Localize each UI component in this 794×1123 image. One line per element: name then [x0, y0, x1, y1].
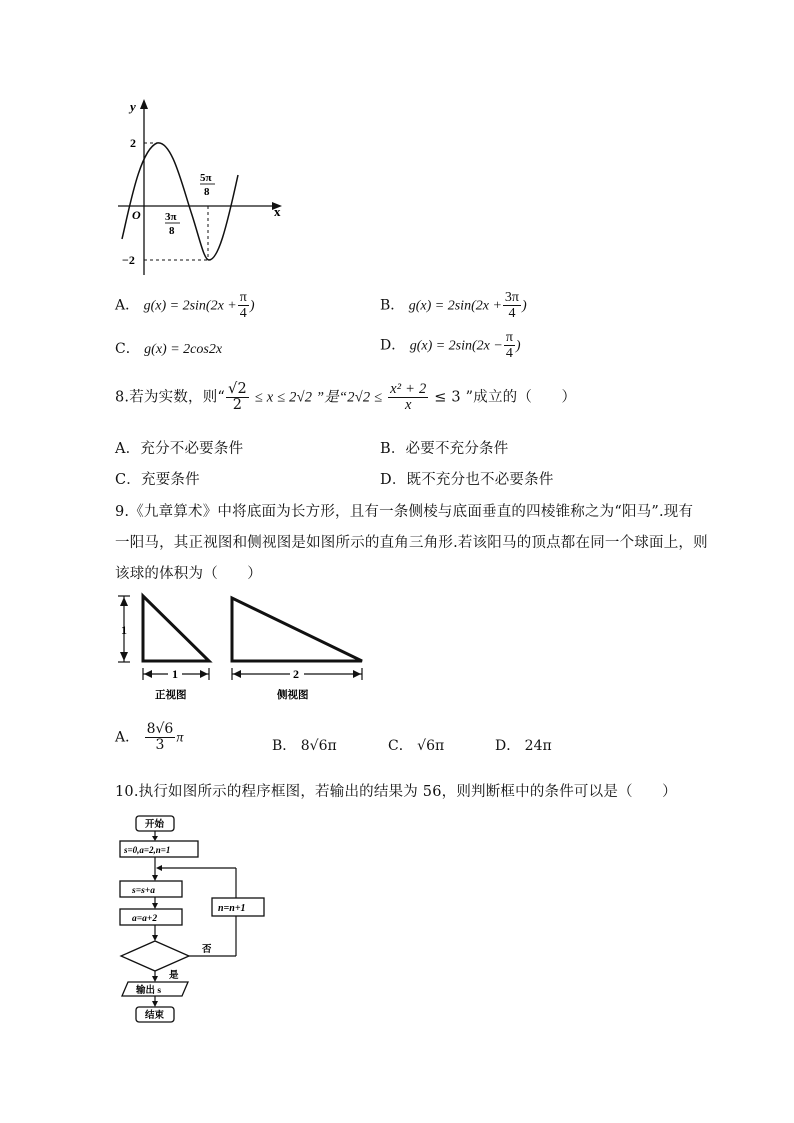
y-tick-neg2: −2: [122, 253, 135, 267]
height-arrow-top: [120, 597, 128, 606]
y-axis-arrow: [140, 99, 148, 109]
q9-line-3: 该球的体积为（ ）: [115, 566, 262, 582]
y-tick-2: 2: [130, 136, 136, 150]
flow-decision-diamond: [121, 941, 189, 971]
side-dim-arrow-right: [353, 670, 361, 678]
height-arrow-bottom: [120, 652, 128, 661]
side-width-label: 2: [293, 667, 299, 681]
x-tick-3pi8-den: 8: [169, 225, 175, 237]
q9-option-a: A． $\frac{8√6}{3}$ π: [115, 721, 184, 753]
flow-inc-label: n=n+1: [218, 903, 246, 914]
flow-start-label: 开始: [145, 820, 165, 830]
x-axis-label: x: [274, 204, 281, 219]
flowchart: [112, 808, 282, 1030]
q7-option-b: B． g(x) = 2sin(2x + $\frac{3\pi}{4}$ ): [380, 290, 527, 321]
y-axis-label: y: [130, 99, 136, 114]
front-dim-arrow-left: [144, 670, 152, 678]
flow-no-label: 否: [202, 945, 212, 955]
flow-yes-label: 是: [169, 971, 179, 981]
q8-option-c: C．充要条件: [115, 472, 200, 488]
height-label: 1: [121, 623, 127, 637]
side-view-caption: 侧视图: [277, 689, 309, 701]
side-view-triangle: [232, 598, 362, 661]
front-width-label: 1: [172, 667, 178, 681]
side-dim-arrow-left: [233, 670, 241, 678]
three-view-figure: [110, 588, 370, 706]
q8-option-a: A．充分不必要条件: [115, 441, 244, 457]
flow-step2-label: a=a+2: [132, 914, 158, 924]
x-tick-5pi8-den: 8: [204, 186, 210, 198]
front-view-triangle: [143, 596, 209, 661]
flow-init-label: s=0,a=2,n=1: [124, 845, 171, 855]
q7-option-d: D． g(x) = 2sin(2x − $\frac{\pi}{4}$ ): [380, 330, 521, 361]
x-tick-3pi8-num: 3π: [165, 211, 177, 223]
q7-option-c: C． g(x) = 2cos2x: [115, 341, 223, 357]
q10-stem: 10.执行如图所示的程序框图，若输出的结果为 56，则判断框中的条件可以是（ ）: [115, 784, 677, 800]
flow-end-label: 结束: [145, 1011, 165, 1021]
q9-line-2: 一阳马，其正视图和侧视图是如图所示的直角三角形.若该阳马的顶点都在同一个球面上，则: [115, 535, 708, 551]
q9-option-b: B． 8√6π: [272, 738, 337, 754]
x-tick-5pi8-num: 5π: [200, 172, 212, 184]
q9-option-c: C． √6π: [388, 738, 445, 754]
q7-option-a: A． g(x) = 2sin(2x + $\frac{\pi}{4}$ ): [115, 290, 255, 321]
front-view-caption: 正视图: [155, 689, 187, 701]
flow-output-label: 输出 s: [136, 986, 162, 996]
sine-graph: [110, 95, 300, 280]
q8-stem: 8.若为实数，则“ $\frac{√2}{2}$ ≤ x ≤ 2√2 ”是“2√2 ≤ $\frac{\text{x² + 2}}{x}$ ≤ 3 ”成立的（ ）: [115, 381, 577, 413]
q8-option-d: D．既不充分也不必要条件: [380, 472, 554, 488]
sine-curve: [122, 143, 238, 260]
flow-step1-label: s=s+a: [132, 886, 155, 896]
q9-option-d: D． 24π: [495, 738, 552, 754]
origin-label: O: [132, 208, 141, 222]
q9-line-1: 9.《九章算术》中将底面为长方形，且有一条侧棱与底面垂直的四棱锥称之为“阳马”.现有: [115, 504, 694, 520]
q8-option-b: B．必要不充分条件: [380, 441, 509, 457]
front-dim-arrow-right: [200, 670, 208, 678]
